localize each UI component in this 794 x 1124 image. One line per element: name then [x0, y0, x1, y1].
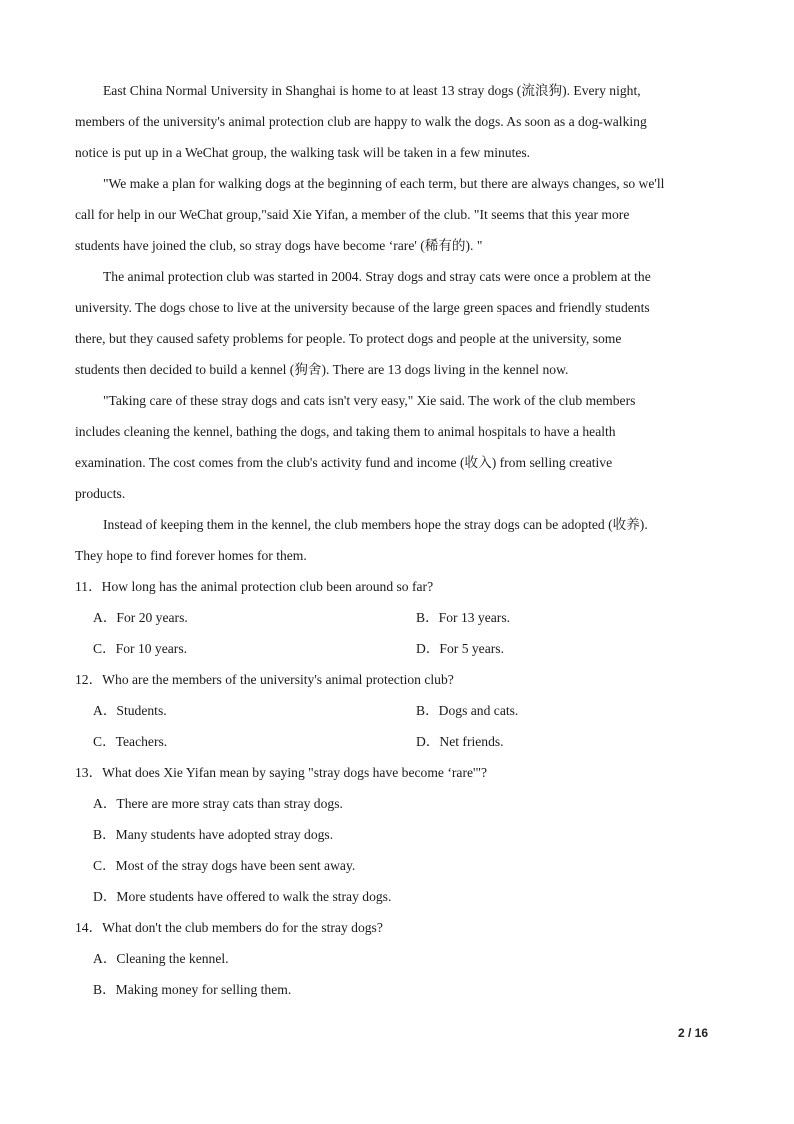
- question-12: [75, 664, 715, 757]
- option-d: D．For 5 years.: [416, 641, 504, 656]
- passage-line: "Taking care of these stray dogs and cats isn't very easy," Xie said. The work of the club members: [103, 393, 636, 408]
- question-13: [75, 757, 715, 912]
- option-d: D．Net friends.: [416, 734, 504, 749]
- reading-passage: [75, 75, 715, 571]
- option-d: D．More students have offered to walk the stray dogs.: [93, 889, 392, 904]
- passage-line: notice is put up in a WeChat group, the walking task will be taken in a few minutes.: [75, 145, 531, 160]
- passage-line: The animal protection club was started in 2004. Stray dogs and stray cats were once a problem at the: [103, 269, 651, 284]
- passage-line: examination. The cost comes from the club's activity fund and income (收入) from selling creative: [75, 455, 613, 470]
- passage-line: products.: [75, 486, 126, 501]
- passage-line: They hope to find forever homes for them.: [75, 548, 307, 563]
- question-11: [75, 571, 715, 664]
- option-b: B．Many students have adopted stray dogs.: [93, 827, 334, 842]
- document-page: [75, 75, 715, 1005]
- passage-line: university. The dogs chose to live at the university because of the large green spaces and friendly students: [75, 300, 650, 315]
- option-c: C．Teachers.: [93, 734, 168, 749]
- passage-line: students then decided to build a kennel (狗舍). There are 13 dogs living in the kennel now.: [75, 362, 569, 377]
- passage-line: there, but they caused safety problems for people. To protect dogs and people at the university, some: [75, 331, 622, 346]
- passage-line: includes cleaning the kennel, bathing the dogs, and taking them to animal hospitals to have a health: [75, 424, 616, 439]
- page-number: 2 / 16: [677, 1026, 708, 1040]
- option-b: B．Dogs and cats.: [416, 703, 519, 718]
- option-c: C．Most of the stray dogs have been sent away.: [93, 858, 356, 873]
- option-a: A．Students.: [93, 703, 167, 718]
- question-14: [75, 912, 715, 1005]
- option-b: B．Making money for selling them.: [93, 982, 292, 997]
- option-row: [75, 695, 715, 726]
- passage-line: Instead of keeping them in the kennel, the club members hope the stray dogs can be adopted (收养).: [103, 517, 648, 532]
- passage-line: "We make a plan for walking dogs at the beginning of each term, but there are always changes, so we'll: [103, 176, 665, 191]
- option-row: [75, 633, 715, 664]
- passage-line: members of the university's animal protection club are happy to walk the dogs. As soon as a dog-walking: [75, 114, 647, 129]
- option-a: A．Cleaning the kennel.: [93, 951, 229, 966]
- option-a: A．There are more stray cats than stray dogs.: [93, 796, 343, 811]
- option-b: B．For 13 years.: [416, 610, 511, 625]
- option-a: A．For 20 years.: [93, 610, 188, 625]
- option-row: [75, 726, 715, 757]
- passage-line: East China Normal University in Shanghai is home to at least 13 stray dogs (流浪狗). Every night,: [103, 83, 641, 98]
- passage-line: call for help in our WeChat group,"said Xie Yifan, a member of the club. "It seems that this year more: [75, 207, 630, 222]
- passage-line: students have joined the club, so stray dogs have become ‘rare' (稀有的). ": [75, 238, 483, 253]
- question-stem: 11．How long has the animal protection club been around so far?: [75, 579, 434, 594]
- option-row: [75, 602, 715, 633]
- question-stem: 12．Who are the members of the university's animal protection club?: [75, 672, 454, 687]
- question-stem: 13．What does Xie Yifan mean by saying "stray dogs have become ‘rare'"?: [75, 765, 488, 780]
- option-c: C．For 10 years.: [93, 641, 188, 656]
- question-stem: 14．What don't the club members do for the stray dogs?: [75, 920, 383, 935]
